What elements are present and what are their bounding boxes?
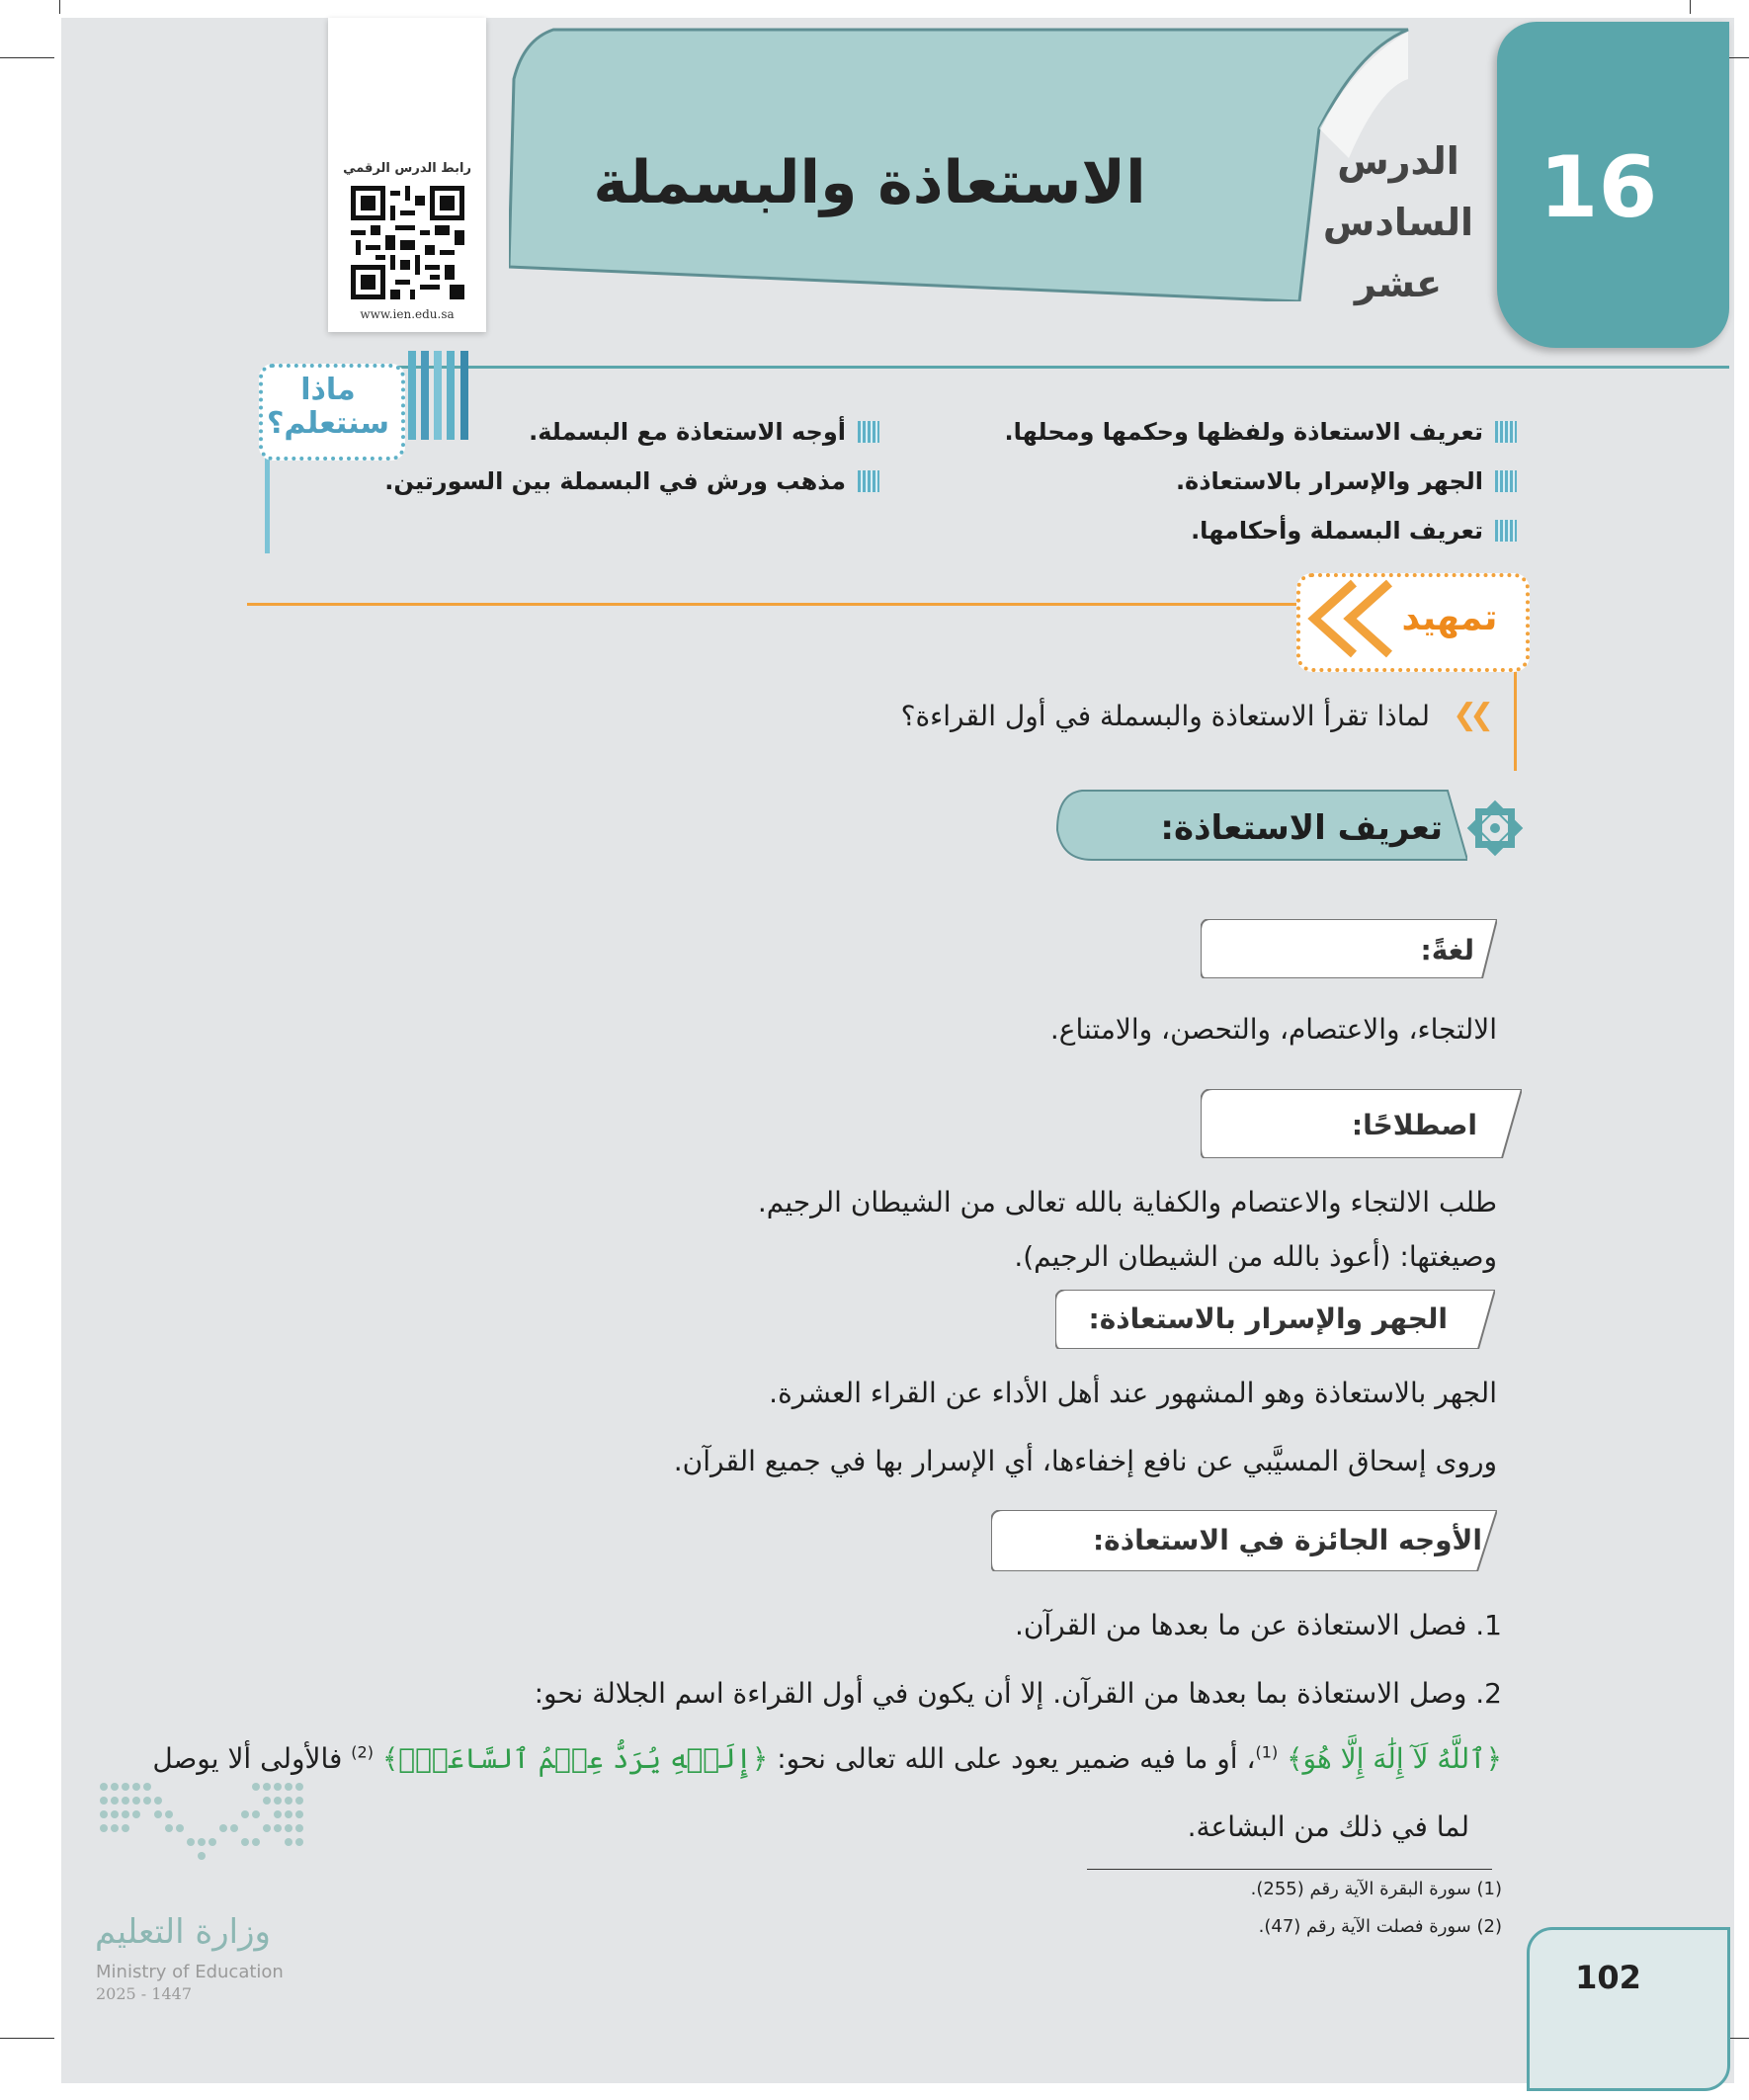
intro-label: تمهيد bbox=[1401, 598, 1498, 638]
header-rule bbox=[366, 366, 1729, 369]
objective-text: تعريف البسملة وأحكامها. bbox=[1191, 517, 1483, 545]
rosette-icon bbox=[1462, 796, 1528, 861]
qr-url[interactable]: www.ien.edu.sa bbox=[360, 307, 455, 321]
footnote-rule bbox=[1087, 1869, 1492, 1870]
intro-rule bbox=[247, 603, 1383, 606]
intro-question: لماذا تقرأ الاستعاذة والبسملة في أول القراءة؟ bbox=[900, 700, 1430, 732]
subheading-linguistic: لغةً: bbox=[1420, 934, 1474, 966]
wujuh-continuation bbox=[152, 1742, 1502, 1775]
qr-code-icon[interactable] bbox=[351, 186, 464, 299]
lesson-number: 16 bbox=[1539, 138, 1658, 237]
objective-text: تعريف الاستعاذة ولفظها وحكمها ومحلها. bbox=[1004, 418, 1483, 446]
bullet-icon bbox=[858, 470, 879, 492]
lesson-label-line: السادس bbox=[1322, 201, 1474, 244]
lesson-label-line: عشر bbox=[1354, 262, 1443, 305]
wujuh-item: 2. وصل الاستعاذة بما بعدها من القرآن. إلا أن يكون في أول القراءة اسم الجلالة نحو: bbox=[534, 1677, 1502, 1710]
bullet-icon bbox=[858, 421, 879, 443]
objectives-label: ماذا bbox=[300, 373, 356, 407]
objective-text: الجهر والإسرار بالاستعاذة. bbox=[1175, 467, 1483, 495]
bullet-icon bbox=[1495, 421, 1517, 443]
objective-item bbox=[1191, 517, 1517, 545]
quran-ayah: ﴿إِلَيۡهِ يُرَدُّ عِلۡمُ ٱلسَّاعَةِۚ﴾ bbox=[381, 1742, 769, 1775]
subheading-jahr: الجهر والإسرار بالاستعاذة: bbox=[1088, 1302, 1448, 1335]
crop-mark bbox=[59, 0, 60, 14]
footnote: (1) سورة البقرة الآية رقم (255). bbox=[1250, 1879, 1502, 1899]
edition-year: 2025 - 1447 bbox=[96, 1984, 193, 2003]
objectives-label: سنتعلم؟ bbox=[266, 406, 390, 441]
bullet-icon bbox=[1495, 470, 1517, 492]
page-number: 102 bbox=[1575, 1959, 1641, 1996]
wujuh-conclusion: لما في ذلك من البشاعة. bbox=[1187, 1810, 1469, 1843]
jahr-text: وروى إسحاق المسيَّبي عن نافع إخفاءها، أي الإسرار بها في جميع القرآن. bbox=[673, 1445, 1497, 1477]
objective-item bbox=[1176, 467, 1517, 495]
footnote-ref: (2) bbox=[351, 1742, 374, 1762]
crop-mark bbox=[0, 2038, 54, 2039]
qr-label: رابط الدرس الرقمي bbox=[343, 161, 471, 176]
page-number-box bbox=[1527, 1927, 1730, 2091]
ministry-logo bbox=[99, 1779, 311, 1897]
jahr-text: الجهر بالاستعاذة وهو المشهور عند أهل الأداء عن القراء العشرة. bbox=[769, 1377, 1497, 1409]
objective-item bbox=[384, 467, 879, 495]
objective-text: مذهب ورش في البسملة بين السورتين. bbox=[384, 467, 846, 495]
objective-text: أوجه الاستعاذة مع البسملة. bbox=[529, 418, 846, 446]
chevron-left-icon: ❮❮ bbox=[1453, 698, 1487, 732]
end-text: فالأولى ألا يوصل bbox=[152, 1742, 343, 1775]
footnote-ref: (1) bbox=[1255, 1742, 1279, 1762]
quran-ayah: ﴿ٱللَّهُ لَآ إِلَٰهَ إِلَّا هُوَ﴾ bbox=[1287, 1742, 1502, 1775]
ministry-name-arabic: وزارة التعليم bbox=[95, 1912, 271, 1952]
crop-mark bbox=[1690, 0, 1691, 14]
objective-item bbox=[1005, 418, 1517, 446]
mid-text: ، أو ما فيه ضمير يعود على الله تعالى نحو: bbox=[777, 1742, 1256, 1775]
subheading-technical: اصطلاحًا: bbox=[1351, 1109, 1477, 1141]
wujuh-item: 1. فصل الاستعاذة عن ما بعدها من القرآن. bbox=[1014, 1609, 1502, 1641]
lesson-label-line: الدرس bbox=[1337, 139, 1459, 183]
ministry-name-english: Ministry of Education bbox=[96, 1962, 284, 1982]
linguistic-definition: الالتجاء، والاعتصام، والتحصن، والامتناع. bbox=[1049, 1013, 1497, 1046]
technical-definition: طلب الالتجاء والاعتصام والكفاية بالله تعالى من الشيطان الرجيم. bbox=[757, 1186, 1497, 1218]
subheading-wujuh: الأوجه الجائزة في الاستعاذة: bbox=[1092, 1524, 1482, 1556]
objective-item bbox=[529, 418, 879, 446]
technical-formula: وصيغتها: (أعوذ بالله من الشيطان الرجيم). bbox=[1014, 1240, 1497, 1273]
section-heading: تعريف الاستعاذة: bbox=[1160, 808, 1443, 848]
lesson-title: الاستعاذة والبسملة bbox=[593, 148, 1146, 217]
crop-mark bbox=[0, 57, 54, 58]
bullet-icon bbox=[1495, 520, 1517, 542]
footnote: (2) سورة فصلت الآية رقم (47). bbox=[1258, 1916, 1502, 1937]
